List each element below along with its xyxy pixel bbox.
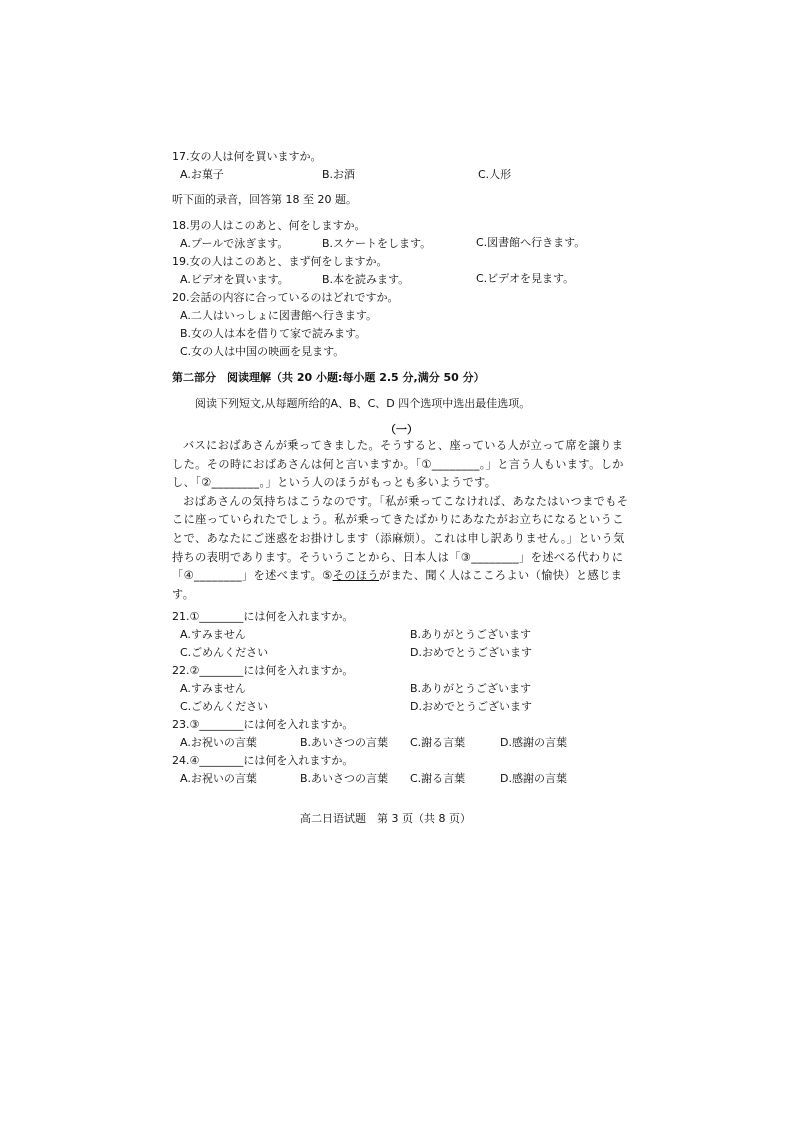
page-footer: 高二日语试题 第 3 页（共 8 页） — [300, 812, 471, 825]
q18-option-b: B.スケートをします。 — [322, 237, 432, 250]
section-title: （一） — [385, 423, 418, 436]
q17-option-b: B.お酒 — [322, 168, 356, 181]
q23-option-d: D.感謝の言葉 — [500, 736, 567, 749]
q19-option-b: B.本を読みます。 — [322, 273, 410, 286]
underlined-phrase: そのほう — [332, 569, 379, 583]
q17-stem: 17.女の人は何を買いますか。 — [172, 150, 322, 163]
q21-stem: 21.①________には何を入れますか。 — [172, 610, 354, 623]
q24-option-b: B.あいさつの言葉 — [300, 772, 389, 785]
part2-header: 第二部分 阅读理解（共 20 小题:每小题 2.5 分,满分 50 分） — [172, 371, 485, 384]
q23-option-a: A.お祝いの言葉 — [180, 736, 257, 749]
passage-paragraph-2-text: おばあさんの気持ちはこうなのです。「私が乗ってこなければ、あなたはいつまでもそこに座っていられたでしょう。私が乗ってきたばかりにあなたがお立ちになるということで、あなたにご迷惑をお掛けします（添麻烦）。これは申し訳ありません。」という気持ちの表明であります。そういうことから、日本人は「③________」を述べる代わりに「④________」を述べます。⑤ — [172, 494, 629, 583]
passage-paragraph-2 — [172, 493, 632, 605]
q20-option-b: B.女の人は本を借りて家で読みます。 — [180, 327, 367, 340]
q19-option-a: A.ビデオを買います。 — [180, 273, 289, 286]
reading-passage — [172, 437, 632, 604]
q19-stem: 19.女の人はこのあと、まず何をしますか。 — [172, 255, 388, 268]
q17-option-a: A.お菓子 — [180, 168, 224, 181]
q23-stem: 23.③________には何を入れますか。 — [172, 718, 354, 731]
q22-stem: 22.②________には何を入れますか。 — [172, 664, 354, 677]
passage-paragraph-1: バスにおばあさんが乗ってきました。そうすると、座っている人が立って席を譲りました。その時におばあさんは何と言いますか。「①________。」と言う人もいます。しかし、「②________。」という人のほうがもっとも多いようです。 — [172, 439, 624, 490]
q21-option-d: D.おめでとうございます — [410, 646, 532, 659]
q18-option-a: A.プールで泳ぎます。 — [180, 237, 289, 250]
q22-option-b: B.ありがとうございます — [410, 682, 532, 695]
part2-instruction: 阅读下列短文,从每题所给的A、B、C、D 四个选项中选出最佳选项。 — [195, 397, 531, 410]
q20-stem: 20.会話の内容に合っているのはどれですか。 — [172, 291, 399, 304]
q24-stem: 24.④________には何を入れますか。 — [172, 754, 354, 767]
instruction-18-20: 听下面的录音，回答第 18 至 20 题。 — [172, 193, 357, 206]
q20-option-a: A.二人はいっしょに図書館へ行きます。 — [180, 309, 377, 322]
q23-option-c: C.謝る言葉 — [410, 736, 466, 749]
q23-option-b: B.あいさつの言葉 — [300, 736, 389, 749]
q18-option-c: C.図書館へ行きます。 — [476, 236, 586, 249]
q24-option-c: C.謝る言葉 — [410, 772, 466, 785]
q17-option-c: C.人形 — [478, 168, 512, 181]
q24-option-a: A.お祝いの言葉 — [180, 772, 257, 785]
q20-option-c: C.女の人は中国の映画を見ます。 — [180, 345, 345, 358]
q21-option-b: B.ありがとうございます — [410, 628, 532, 641]
passage-paragraph-2-end: がまた、聞く人はこころよい（愉快）と感じます。 — [172, 569, 623, 601]
q18-stem: 18.男の人はこのあと、何をしますか。 — [172, 219, 366, 232]
q22-option-a: A.すみません — [180, 682, 246, 695]
q22-option-d: D.おめでとうございます — [410, 700, 532, 713]
q19-option-c: C.ビデオを見ます。 — [476, 272, 575, 285]
q21-option-a: A.すみません — [180, 628, 246, 641]
q24-option-d: D.感謝の言葉 — [500, 772, 567, 785]
q22-option-c: C.ごめんください — [180, 700, 269, 713]
q21-option-c: C.ごめんください — [180, 646, 269, 659]
